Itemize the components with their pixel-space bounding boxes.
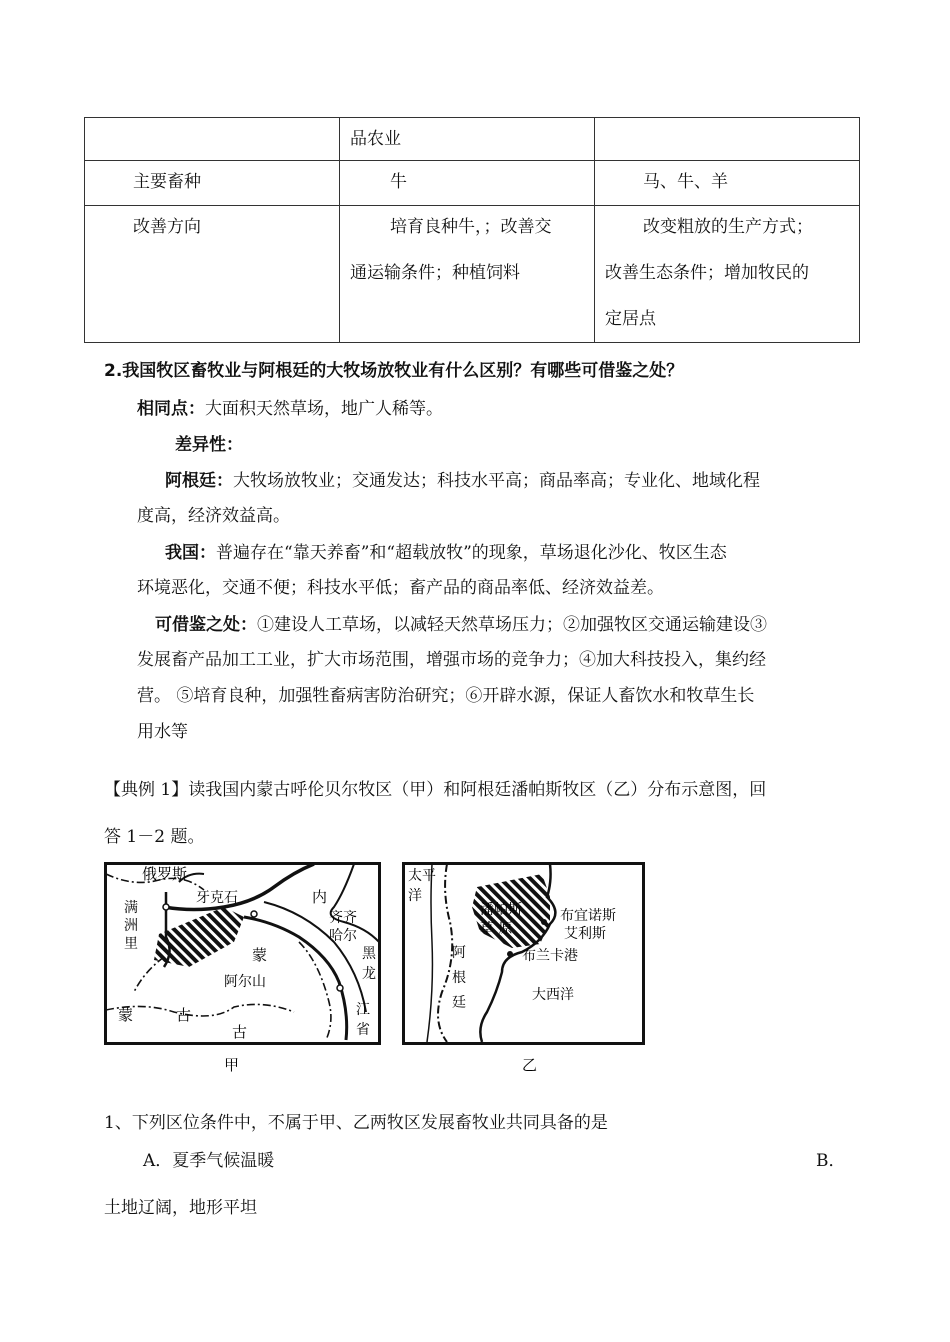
reference-line-2: 发展畜产品加工工业，扩大市场范围，增强市场的竞争力；④加大科技投入，集约经 (137, 650, 766, 670)
table-row (85, 206, 860, 343)
label-buenos-aires: 布宜诺斯 (560, 908, 616, 924)
map-yi (402, 862, 647, 1077)
argentina-label: 阿根廷： (165, 471, 233, 491)
table-cell (340, 161, 595, 206)
china-label: 我国： (165, 543, 216, 563)
cell-text: 改善方向 (133, 217, 201, 237)
cell-text: 主要畜种 (133, 172, 201, 192)
table-row (85, 118, 860, 161)
cell-text: 定居点 (605, 309, 656, 329)
label-yakeshi: 牙克石 (196, 890, 238, 906)
option-b-text: 土地辽阔，地形平坦 (104, 1198, 257, 1218)
table-cell (595, 161, 860, 206)
label-pampas: 潘帕斯 (480, 902, 522, 918)
label-heilongjiang: 龙 (362, 966, 376, 982)
table-cell (340, 206, 595, 343)
map-caption-jia: 甲 (224, 1056, 240, 1074)
label-gu: 古 (232, 1023, 248, 1041)
label-manzhouli: 里 (124, 936, 138, 952)
same-points (137, 394, 443, 419)
table-cell (595, 206, 860, 343)
label-manzhouli: 洲 (124, 918, 138, 934)
label-aershan: 阿尔山 (224, 974, 266, 990)
label-qiqihaer: 哈尔 (329, 928, 357, 944)
label-qiqihaer: 齐齐 (329, 910, 357, 926)
option-a: A．夏季气候温暖 (143, 1151, 275, 1171)
argentina-line-2: 度高，经济效益高。 (137, 506, 290, 526)
cell-text: 改善生态条件；增加牧民的 (605, 263, 809, 283)
label-nei: 内 (312, 888, 328, 906)
city-marker (163, 904, 169, 910)
label-manzhouli: 满 (124, 900, 138, 916)
map-caption-yi: 乙 (522, 1056, 538, 1074)
cell-text: 改变粗放的生产方式； (643, 217, 813, 237)
map-jia (104, 862, 384, 1077)
label-eluosi: 俄罗斯 (142, 865, 188, 883)
label-heilongjiang: 省 (356, 1022, 370, 1038)
city-marker (507, 951, 513, 957)
label-argentina: 根 (452, 970, 466, 986)
question-1-stem: 1、下列区位条件中，不属于甲、乙两牧区发展畜牧业共同具备的是 (104, 1113, 608, 1133)
label-menggu: 蒙 (118, 1006, 134, 1024)
cell-text: 品农业 (350, 129, 401, 149)
question-2-title: 2.我国牧区畜牧业与阿根廷的大牧场放牧业有什么区别？有哪些可借鉴之处？ (104, 361, 684, 381)
table-cell (340, 118, 595, 161)
reference-line-3: 营。 ⑤培育良种，加强牲畜病害防治研究；⑥开辟水源，保证人畜饮水和牧草生长 (137, 686, 755, 706)
example-line-2: 答 1－2 题。 (104, 827, 205, 847)
label-argentina: 廷 (452, 995, 466, 1011)
label-buenos-aires: 艾利斯 (564, 926, 606, 942)
china-line-2: 环境恶化，交通不便；科技水平低；畜产品的商品率低、经济效益差。 (137, 578, 664, 598)
label-atlantic: 大西洋 (532, 987, 574, 1003)
table-cell (595, 118, 860, 161)
city-marker (337, 985, 343, 991)
option-b-label: B． (816, 1151, 846, 1171)
label-heilongjiang: 黑 (362, 946, 376, 962)
diff-label: 差异性： (175, 435, 243, 455)
cell-text: 培育良种牛，；改善交 (390, 217, 552, 237)
city-marker (251, 911, 257, 917)
label-pampas: 草 原 (480, 921, 513, 937)
table-cell (85, 118, 340, 161)
label-taipingyang: 洋 (408, 888, 422, 904)
reference-label: 可借鉴之处： (155, 615, 257, 635)
reference-line-4: 用水等 (137, 722, 188, 742)
label-argentina: 阿 (452, 945, 466, 961)
same-label: 相同点： (137, 399, 205, 419)
label-meng: 蒙 (252, 946, 268, 964)
same-text: 大面积天然草场，地广人稀等。 (205, 399, 443, 419)
table-cell (85, 161, 340, 206)
label-heilongjiang: 江 (356, 1002, 370, 1018)
reference-line-1: 可借鉴之处：①建设人工草场，以减轻天然草场压力；②加强牧区交通运输建设③ (155, 615, 767, 635)
comparison-table (84, 117, 860, 343)
label-taipingyang: 太平 (408, 868, 436, 884)
example-line-1: 【典例 1】读我国内蒙古呼伦贝尔牧区（甲）和阿根廷潘帕斯牧区（乙）分布示意图，回 (104, 780, 767, 800)
label-bahia-blanca: 布兰卡港 (522, 948, 578, 964)
cell-text: 马、牛、羊 (643, 172, 728, 192)
argentina-line-1: 阿根廷：大牧场放牧业；交通发达；科技水平高；商品率高；专业化、地域化程 (165, 471, 760, 491)
label-menggu: 古 (176, 1006, 192, 1024)
china-line-1: 我国：普遍存在“靠天养畜”和“超载放牧”的现象，草场退化沙化、牧区生态 (165, 543, 727, 563)
table-cell (85, 206, 340, 343)
city-marker (541, 919, 547, 925)
cell-text: 通运输条件；种植饲料 (350, 263, 520, 283)
table-row (85, 161, 860, 206)
map-frame (106, 864, 380, 1044)
cell-text: 牛 (390, 172, 407, 192)
